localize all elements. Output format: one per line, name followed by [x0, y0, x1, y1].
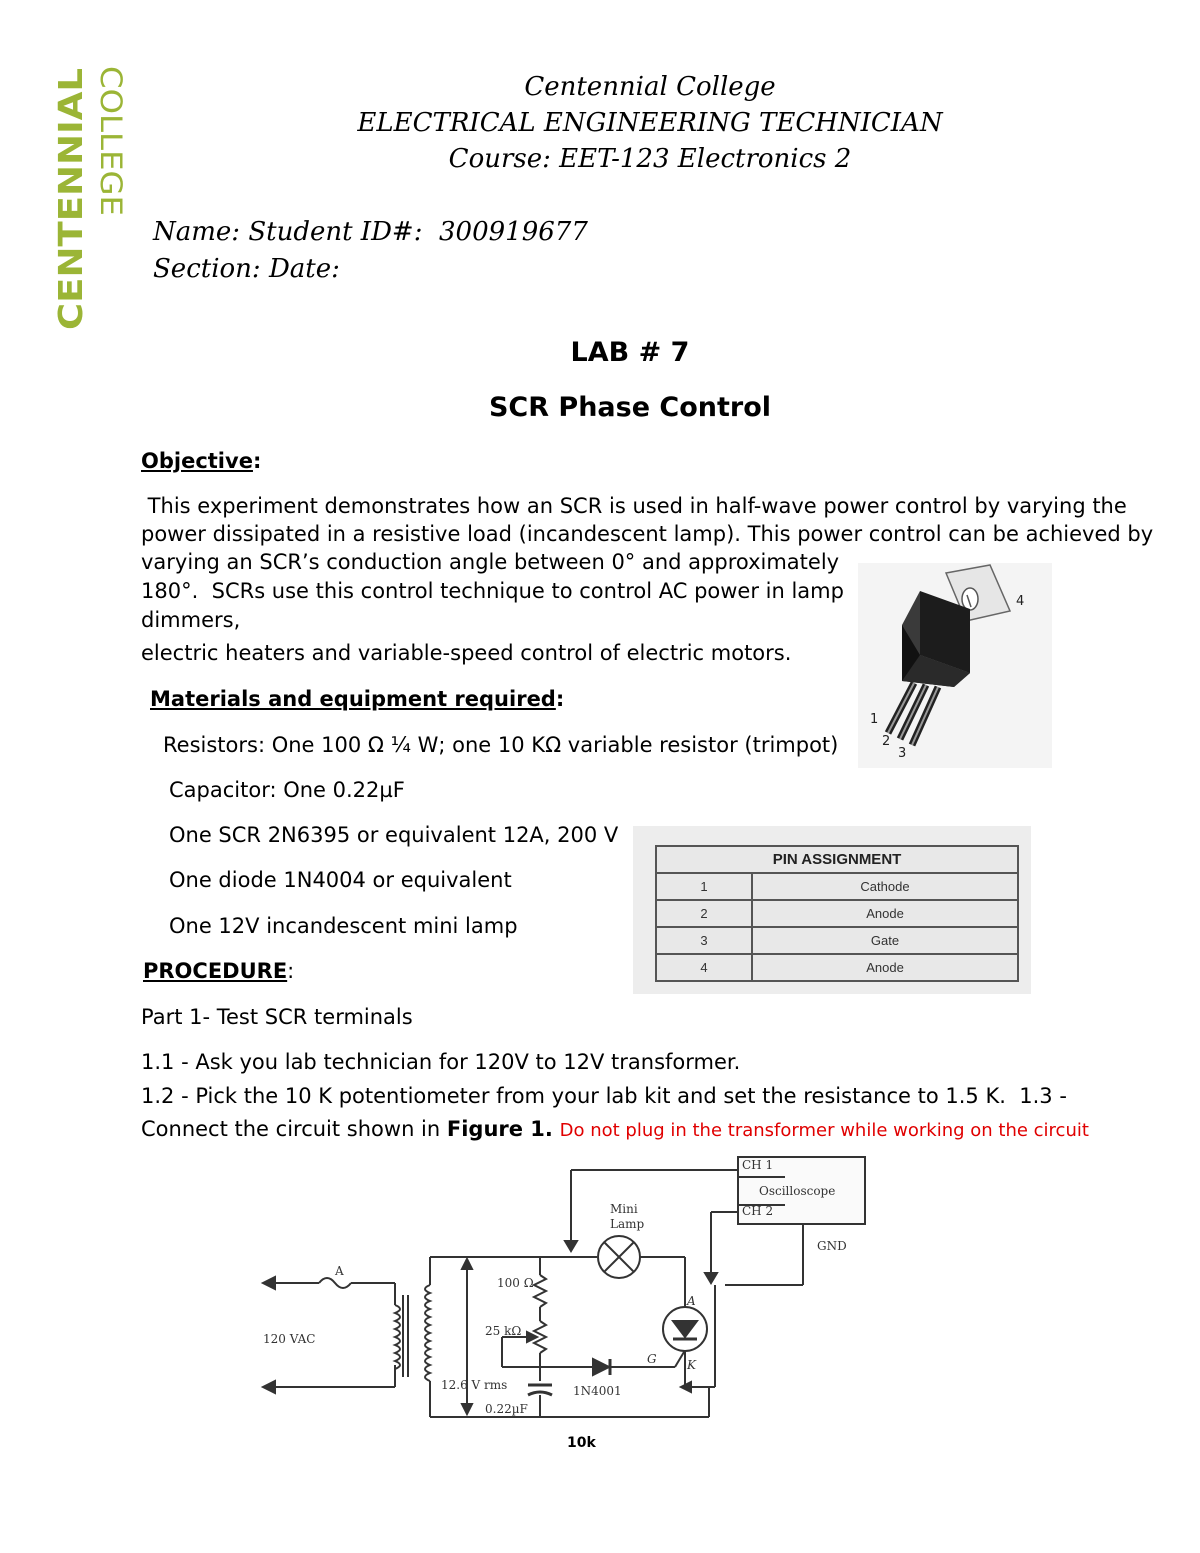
circuit-vrms-label: 12.6 V rms [441, 1378, 508, 1392]
college-logo [51, 60, 130, 340]
materials-heading [150, 684, 564, 714]
header-program: ELECTRICAL ENGINEERING TECHNICIAN [357, 108, 943, 138]
logo-line1: CENTENNIAL [51, 96, 90, 330]
procedure-heading [143, 956, 294, 986]
objective-line-1: This experiment demonstrates how an SCR is used in half-wave power control by varying the [141, 494, 1127, 518]
circuit-gate-label: G [647, 1352, 657, 1366]
material-item: Resistors: One 100 Ω ¼ W; one 10 KΩ variable resistor (trimpot) [163, 733, 839, 757]
circuit-r100-label: 100 Ω [497, 1276, 534, 1290]
table-row [656, 900, 1018, 927]
objective-line-5: dimmers, [141, 608, 241, 632]
pin-name: Anode [752, 900, 1018, 927]
pin-number: 2 [656, 900, 752, 927]
step-1-3-text: Connect the circuit shown in [141, 1117, 447, 1141]
circuit-cap-label: 0.22µF [485, 1402, 528, 1416]
procedure-heading-text: PROCEDURE [143, 959, 288, 983]
pin-number: 1 [656, 873, 752, 900]
figure-caption: 10k [567, 1435, 596, 1451]
table-row [656, 954, 1018, 981]
circuit-gnd-label: GND [817, 1239, 847, 1253]
circuit-fuse-label: A [335, 1264, 344, 1278]
circuit-oscilloscope-label: Oscilloscope [759, 1184, 836, 1198]
procedure-colon: : [287, 959, 295, 983]
objective-colon: : [252, 449, 262, 473]
objective-line-2: power dissipated in a resistive load (incandescent lamp). This power control can be achieved by [141, 522, 1154, 546]
material-item: One 12V incandescent mini lamp [169, 914, 518, 938]
material-item: One SCR 2N6395 or equivalent 12A, 200 V [169, 823, 619, 847]
lab-number: LAB # 7 [570, 337, 690, 368]
lab-title: SCR Phase Control [488, 392, 772, 423]
scr-pin-label: 1 [870, 712, 879, 727]
pin-name: Cathode [752, 873, 1018, 900]
material-item: One diode 1N4004 or equivalent [169, 868, 512, 892]
pin-name: Gate [752, 927, 1018, 954]
circuit-vac-label: 120 VAC [263, 1332, 316, 1346]
pin-number: 3 [656, 927, 752, 954]
materials-colon: : [555, 687, 565, 711]
objective-heading-text: Objective [141, 449, 253, 473]
circuit-mini-label: Mini [610, 1202, 638, 1216]
circuit-lamp-label: Lamp [610, 1217, 645, 1231]
logo-line2: COLLEGE [94, 66, 128, 201]
student-id-line: Name: Student ID#: 300919677 [153, 217, 588, 247]
circuit-ch2-label: CH 2 [742, 1204, 774, 1218]
material-item: Capacitor: One 0.22µF [169, 778, 405, 802]
step-1-1: 1.1 - Ask you lab technician for 120V to 12V transformer. [141, 1050, 741, 1074]
objective-line-3: varying an SCR’s conduction angle between 0° and approximately [141, 550, 840, 574]
step-1-2: 1.2 - Pick the 10 K potentiometer from your lab kit and set the resistance to 1.5 K. 1.3 - [141, 1084, 1067, 1108]
part1-heading: Part 1- Test SCR terminals [141, 1005, 413, 1029]
circuit-r25k-label: 25 kΩ [485, 1324, 522, 1338]
table-row [656, 927, 1018, 954]
circuit-ch1-label: CH 1 [742, 1158, 774, 1172]
header-college: Centennial College [524, 72, 776, 102]
scr-package-image [858, 563, 1052, 768]
figure-ref: Figure 1. [446, 1117, 553, 1141]
table-row [656, 873, 1018, 900]
objective-line-6: electric heaters and variable-speed control of electric motors. [141, 641, 792, 665]
objective-heading [141, 446, 261, 476]
college-logo-wordmark [51, 60, 130, 340]
scr-pin-label: 4 [1016, 594, 1025, 609]
pin-assignment-figure [633, 826, 1031, 994]
scr-pin-label: 2 [882, 734, 891, 749]
warning-note: Do not plug in the transformer while working on the circuit [559, 1120, 1089, 1141]
materials-heading-text: Materials and equipment required [150, 687, 556, 711]
step-1-3 [141, 1114, 1089, 1146]
pin-table-heading: PIN ASSIGNMENT [656, 846, 1018, 873]
figure-1-circuit [255, 1155, 867, 1427]
circuit-diagram [255, 1155, 867, 1427]
header-course: Course: EET-123 Electronics 2 [448, 144, 852, 174]
scr-pin-label: 3 [898, 746, 907, 761]
objective-line-4: 180°. SCRs use this control technique to control AC power in lamp [141, 579, 844, 603]
circuit-anode-label: A [687, 1294, 696, 1308]
circuit-diode-label: 1N4001 [573, 1384, 622, 1398]
pin-assignment-table [655, 845, 1019, 982]
pin-number: 4 [656, 954, 752, 981]
pin-name: Anode [752, 954, 1018, 981]
section-date-line: Section: Date: [153, 254, 340, 284]
circuit-cathode-label: K [687, 1358, 696, 1372]
